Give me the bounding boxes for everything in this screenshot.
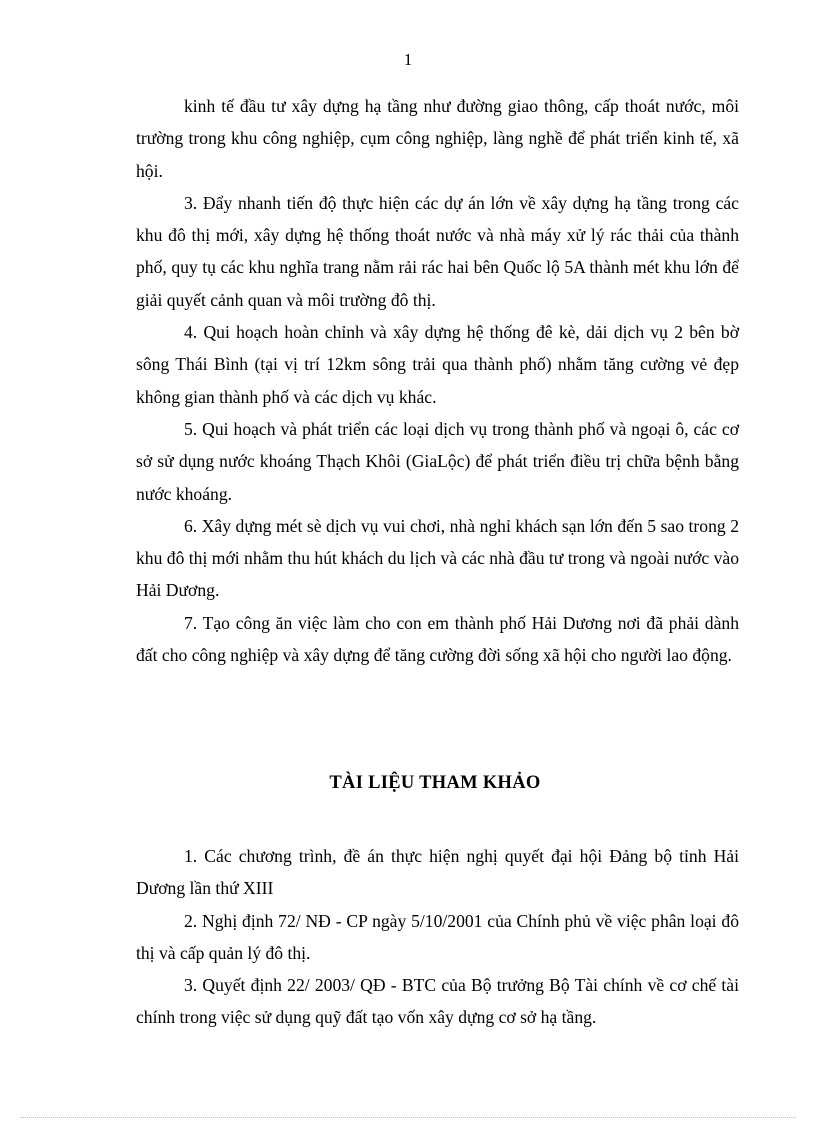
reference-item: 2. Nghị định 72/ NĐ - CP ngày 5/10/2001 của Chính phủ về việc phân loại đô thị và cấp quản lý đô thị. xyxy=(136,910,739,963)
body-paragraph: 5. Qui hoạch và phát triển các loại dịch vụ trong thành phố và ngoại ô, các cơ sở sử dụng nước khoáng Thạch Khôi (GiaLộc) để phát triển điều trị chữa bệnh bằng nước khoáng. xyxy=(136,418,739,504)
references-heading: TÀI LIỆU THAM KHẢO xyxy=(329,773,541,793)
references-list xyxy=(136,840,739,1034)
body-paragraph: 6. Xây dựng mét sè dịch vụ vui chơi, nhà nghỉ khách sạn lớn đến 5 sao trong 2 khu đô thị mới nhằm thu hút khách du lịch và các nhà đầu tư trong và ngoài nước vào Hải Dương. xyxy=(136,515,739,601)
page-bottom-divider xyxy=(20,1117,796,1118)
reference-item: 3. Quyết định 22/ 2003/ QĐ - BTC của Bộ trưởng Bộ Tài chính về cơ chế tài chính trong việc sử dụng quỹ đất tạo vốn xây dựng cơ sở hạ tầng. xyxy=(136,975,739,1028)
body-paragraph: kinh tế đầu tư xây dựng hạ tầng như đường giao thông, cấp thoát nước, môi trường trong khu công nghiệp, cụm công nghiệp, làng nghề để phát triển kinh tế, xã hội. xyxy=(136,96,739,181)
body-paragraph: 3. Đẩy nhanh tiến độ thực hiện các dự án lớn về xây dựng hạ tầng trong các khu đô thị mới, xây dựng hệ thống thoát nước và nhà máy xử lý rác thải của thành phố, quy tụ các khu nghĩa trang nằm rải rác hai bên Quốc lộ 5A thành mét khu lớn để giải quyết cảnh quan và môi trường đô thị. xyxy=(136,192,739,310)
body-paragraph: 7. Tạo công ăn việc làm cho con em thành phố Hải Dương nơi đã phải dành đất cho công nghiệp và xây dựng để tăng cường đời sống xã hội cho người lao động. xyxy=(136,612,739,666)
page-number: 1 xyxy=(403,50,413,69)
body-paragraph: 4. Qui hoạch hoàn chỉnh và xây dựng hệ thống đê kè, dải dịch vụ 2 bên bờ sông Thái Bình (tại vị trí 12km sông trải qua thành phố) nhằm tăng cường vẻ đẹp không gian thành phố và các dịch vụ khác. xyxy=(136,322,739,407)
body-text xyxy=(136,90,739,671)
reference-item: 1. Các chương trình, đề án thực hiện nghị quyết đại hội Đảng bộ tỉnh Hải Dương lần thứ XIII xyxy=(136,846,739,899)
